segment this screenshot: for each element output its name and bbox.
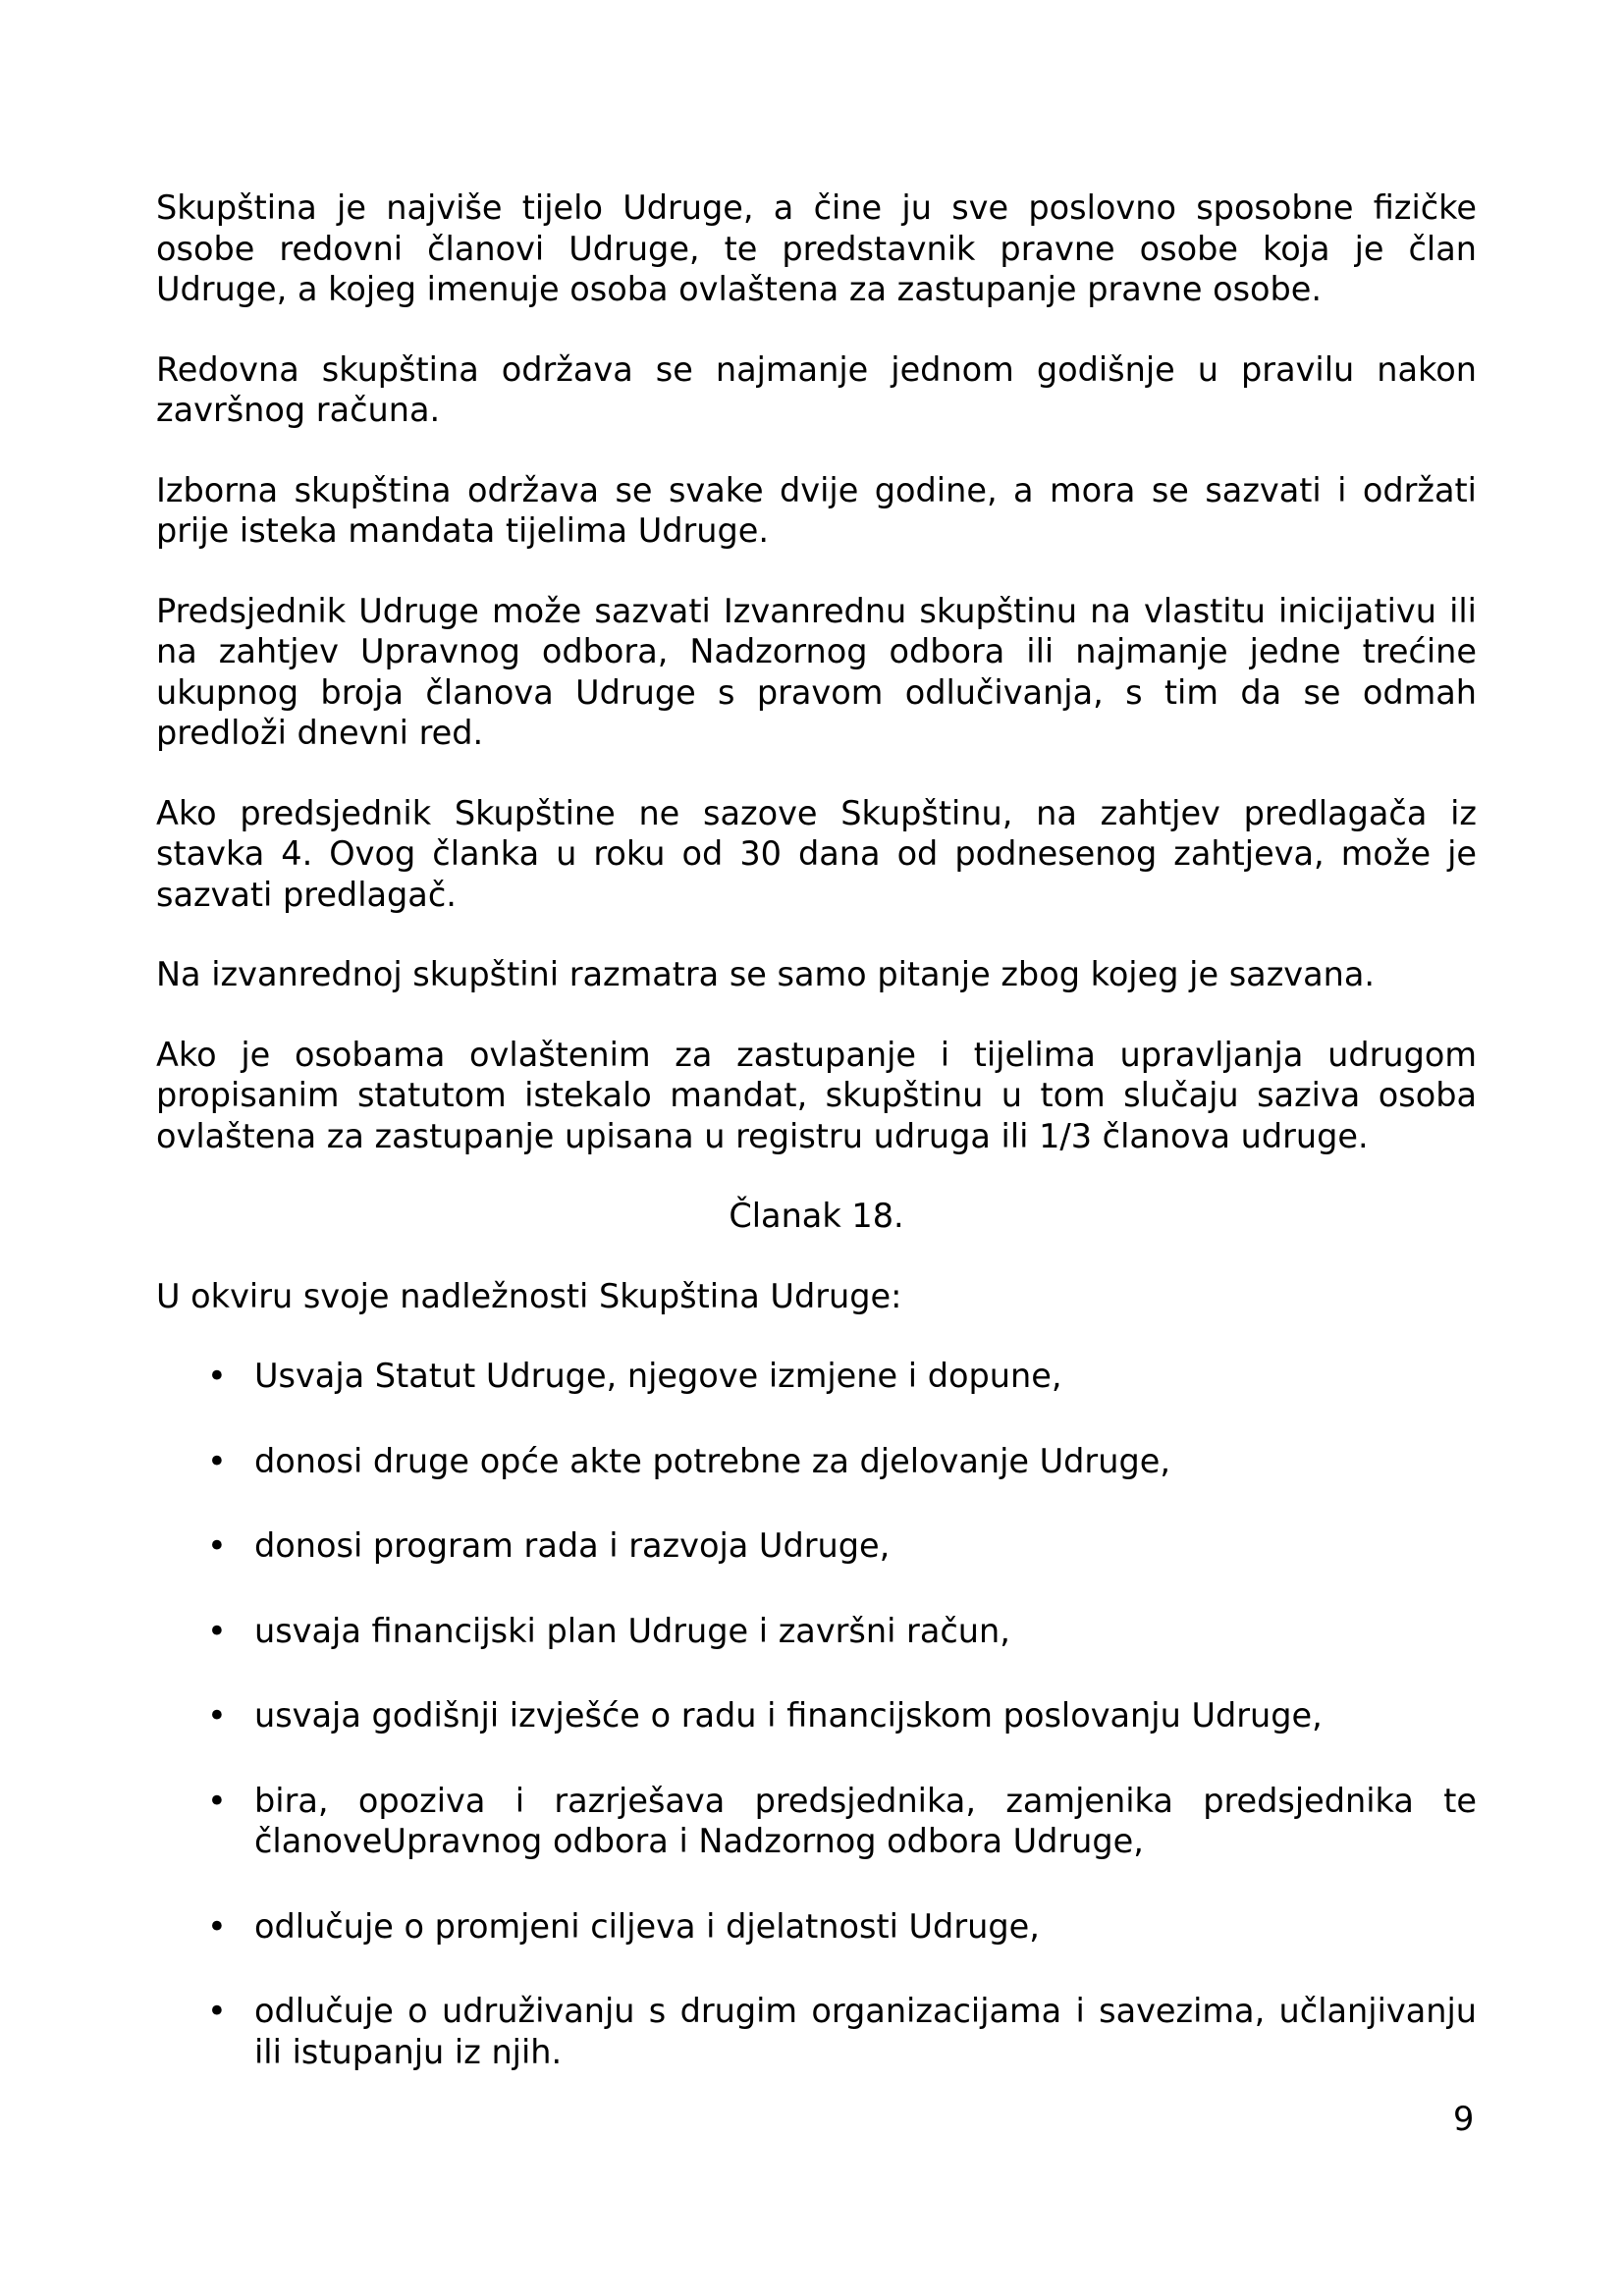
- bullet-icon: •: [207, 1696, 227, 1735]
- list-item: [156, 1695, 1477, 1736]
- list-item: [156, 1525, 1477, 1567]
- intro-paragraph: U okviru svoje nadležnosti Skupština Udruge:: [156, 1276, 902, 1315]
- paragraph: Ako je osobama ovlaštenim za zastupanje i tijelima upravljanja udrugom propisanim statutom istekalo mandat, skupštinu u tom slučaju saziva osoba ovlaštena za zastupanje upisana u registru udruga ili 1/3 članova udruge.: [156, 1035, 1477, 1155]
- list-item-text: donosi druge opće akte potrebne za djelovanje Udruge,: [254, 1441, 1170, 1480]
- list-item-text: bira, opoziva i razrješava predsjednika, zamjenika predsjednika te članoveUpravnog odbora i Nadzornog odbora Udruge,: [254, 1781, 1477, 1860]
- list-item: [156, 1991, 1477, 2072]
- paragraph: Redovna skupština održava se najmanje jednom godišnje u pravilu nakon završnog računa.: [156, 349, 1477, 429]
- bullet-icon: •: [207, 1781, 227, 1820]
- paragraph: Izborna skupština održava se svake dvije godine, a mora se sazvati i održati prije isteka mandata tijelima Udruge.: [156, 470, 1477, 550]
- bullet-icon: •: [207, 1611, 227, 1650]
- paragraph: Skupština je najviše tijelo Udruge, a čine ju sve poslovno sposobne fizičke osobe redovni članovi Udruge, te predstavnik pravne osobe koja je član Udruge, a kojeg imenuje osoba ovlaštena za zastupanje pravne osobe.: [156, 188, 1477, 308]
- bullet-icon: •: [207, 1992, 227, 2030]
- list-item-text: usvaja godišnji izvješće o radu i financijskom poslovanju Udruge,: [254, 1696, 1323, 1735]
- paragraph: Na izvanrednoj skupštini razmatra se samo pitanje zbog kojeg je sazvana.: [156, 955, 1376, 993]
- list-item: [156, 1611, 1477, 1652]
- page-content: [156, 187, 1477, 2116]
- page-number: 9: [1453, 2100, 1475, 2138]
- list-item: [156, 1356, 1477, 1397]
- list-item-text: usvaja financijski plan Udruge i završni račun,: [254, 1611, 1010, 1650]
- paragraph: Predsjednik Udruge može sazvati Izvanrednu skupštinu na vlastitu inicijativu ili na zahtjev Upravnog odbora, Nadzornog odbora ili najmanje jedne trećine ukupnog broja članova Udruge s pravom odlučivanja, s tim da se odmah predloži dnevni red.: [156, 591, 1477, 752]
- bullet-icon: •: [207, 1906, 227, 1946]
- list-item: [156, 1781, 1477, 1862]
- list-item: [156, 1441, 1477, 1482]
- list-item-text: odlučuje o promjeni ciljeva i djelatnosti Udruge,: [254, 1906, 1040, 1946]
- list-item: [156, 1906, 1477, 1948]
- list-item-text: donosi program rada i razvoja Udruge,: [254, 1526, 891, 1565]
- bullet-icon: •: [207, 1357, 227, 1395]
- article-heading: Članak 18.: [729, 1197, 904, 1235]
- list-item-text: odlučuje o udruživanju s drugim organizacijama i savezima, učlanjivanju ili istupanju iz njih.: [254, 1992, 1477, 2071]
- bullet-icon: •: [207, 1526, 227, 1565]
- paragraph: Ako predsjednik Skupštine ne sazove Skupštinu, na zahtjev predlagača iz stavka 4. Ovog članka u roku od 30 dana od podnesenog zahtjeva, može je sazvati predlagač.: [156, 793, 1477, 914]
- bullet-icon: •: [207, 1441, 227, 1480]
- bullet-list: [156, 1356, 1477, 2072]
- list-item-text: Usvaja Statut Udruge, njegove izmjene i dopune,: [254, 1357, 1062, 1395]
